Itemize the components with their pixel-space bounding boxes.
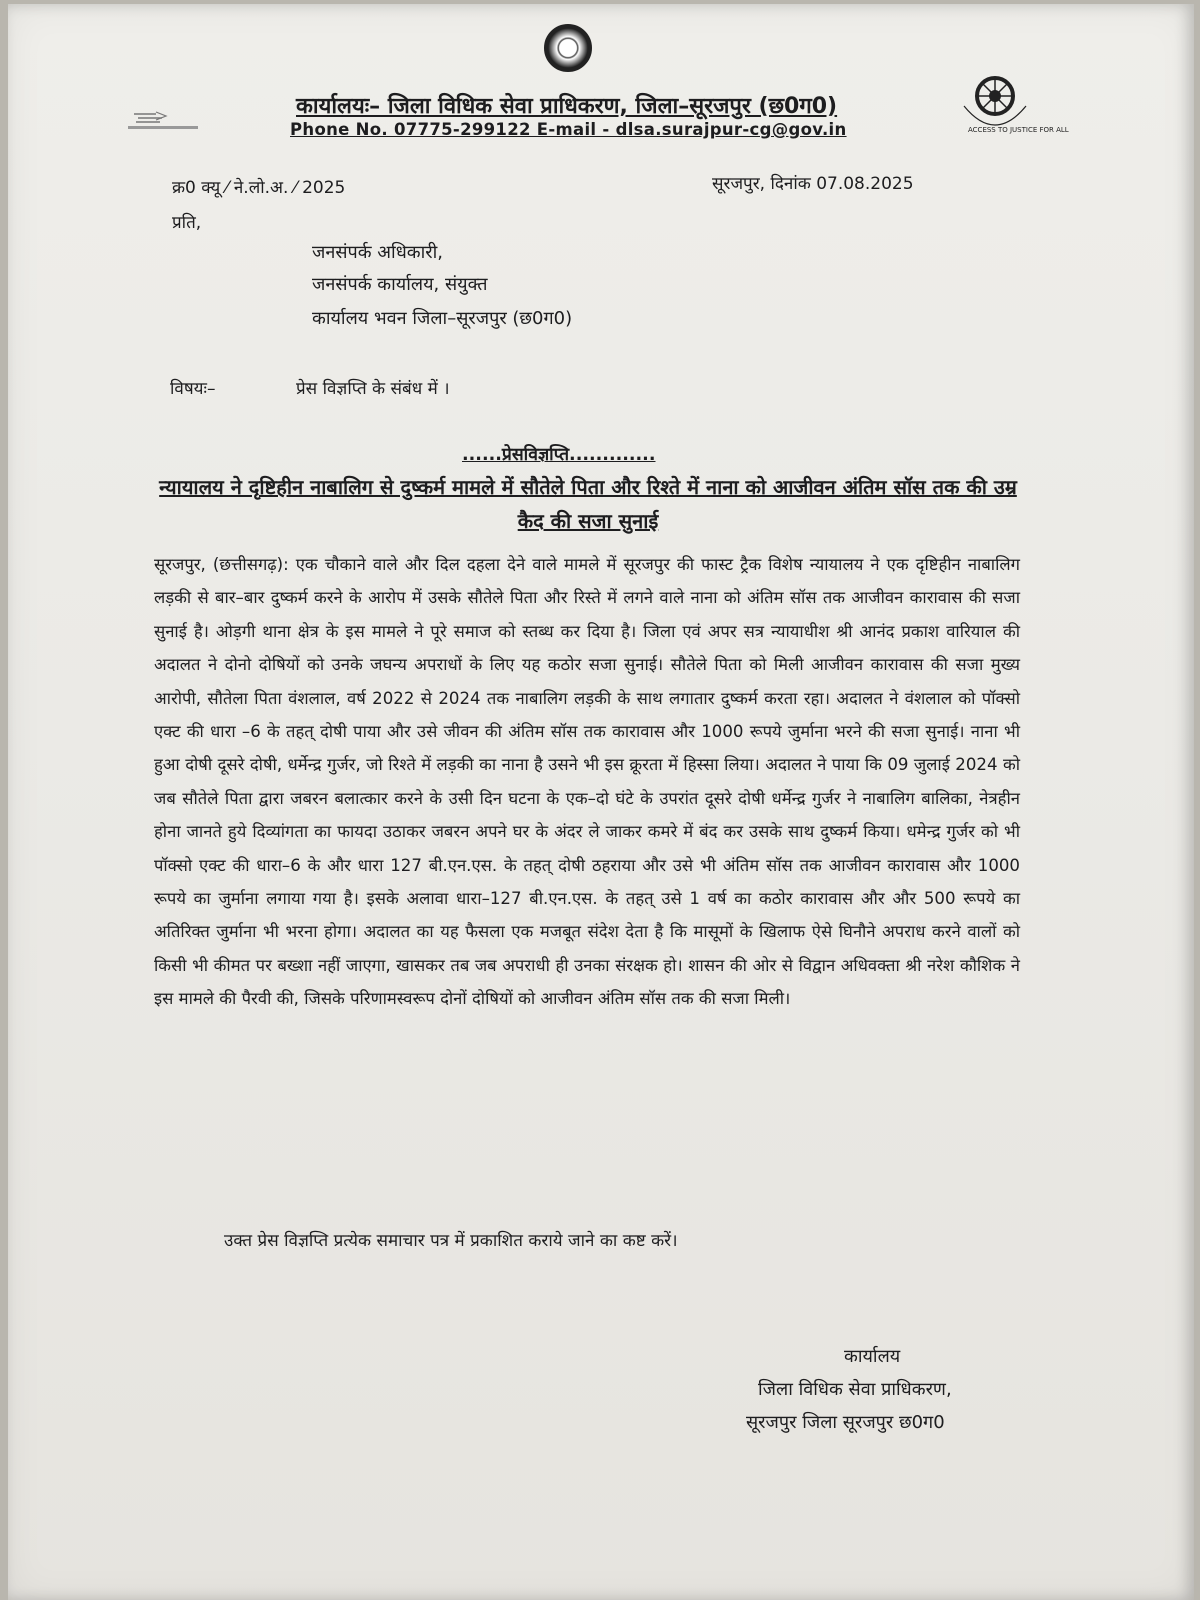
subject-label: विषयः– (170, 379, 216, 399)
recipient-line: कार्यालय भवन जिला–सूरजपुर (छ0ग0) (312, 308, 573, 329)
emblem-caption: ACCESS TO JUSTICE FOR ALL (968, 126, 1069, 134)
signature-line: कार्यालय (844, 1346, 901, 1367)
nalsa-logo-icon (126, 108, 204, 132)
signature-line: जिला विधिक सेवा प्राधिकरण, (758, 1379, 952, 1400)
office-contact: Phone No. 07775-299122 E-mail - dlsa.surajpur-cg@gov.in (290, 120, 847, 139)
press-release-label: ......प्रेसविज्ञप्ति............. (462, 445, 656, 465)
recipient-line: जनसंपर्क अधिकारी, (312, 242, 443, 263)
signature-line: सूरजपुर जिला सूरजपुर छ0ग0 (746, 1412, 945, 1433)
document-page (8, 4, 1194, 1600)
place-date: सूरजपुर, दिनांक 07.08.2025 (712, 174, 914, 194)
press-release-headline: न्यायालय ने दृष्टिहीन नाबालिग से दुष्कर्म मामले में सौतेले पिता और रिश्ते में नाना को आजीवन अंतिम सॉस तक की उम्र कैद की सजा सुनाई (159, 475, 1017, 533)
press-release-body: सूरजपुर, (छत्तीसगढ़): एक चौकाने वाले और दिल दहला देने वाले मामले में सूरजपुर की फास्ट ट्रैक विशेष न्यायालय ने एक दृष्टिहीन नाबालिग लड़की से बार–बार दुष्कर्म करने के आरोप में उसके सौतेले पिता और रिस्ते में लगने वाले नाना को अंतिम सॉस तक आजीवन कारावास की सजा सुनाई है। ओड़गी थाना क्षेत्र के इस मामले ने पूरे समाज को स्तब्ध कर दिया है। जिला एवं अपर सत्र न्यायाधीश श्री आनंद प्रकाश वारियाल की अदालत ने दोनो दोषियों को उनके जघन्य अपराधों के लिए यह कठोर सजा सुनाई। सौतेले पिता को मिली आजीवन कारावास की सजा मुख्य आरोपी, सौतेला पिता वंशलाल, वर्ष 2022 से 2024 तक नाबालिग लड़की के साथ लगातार दुष्कर्म करता रहा। अदालत ने वंशलाल को पॉक्सो एक्ट की धारा –6 के तहत् दोषी पाया और उसे जीवन की अंतिम सॉस तक कारावास और 1000 रूपये जुर्माना भरने की सजा सुनाई। नाना भी हुआ दोषी दूसरे दोषी, धर्मेन्द्र गुर्जर, जो रिश्ते में लड़की का नाना है उसने भी इस क्रूरता में हिस्सा लिया। अदालत ने पाया कि 09 जुलाई 2024 को जब सौतेले पिता द्वारा जबरन बलात्कार करने के उसी दिन घटना के एक–दो घंटे के उपरांत दूसरे दोषी धर्मेन्द्र गुर्जर ने नाबालिग बालिका, नेत्रहीन होना जानते हुये दिव्यांगता का फायदा उठाकर जबरन अपने घर के अंदर ले जाकर कमरे में बंद कर उसके साथ दुष्कर्म किया। धमेन्द्र गुर्जर को भी पॉक्सो एक्ट की धारा–6 के और धारा 127 बी.एन.एस. के तहत् दोषी ठहराया और उसे भी अंतिम सॉस तक आजीवन कारावास और 1000 रूपये का जुर्माना लगाया गया है। इसके अलावा धारा–127 बी.एन.एस. के तहत् उसे 1 वर्ष का कठोर कारावास और और 500 रूपये का अतिरिक्त जुर्माना भी भरना होगा। अदालत का यह फैसला एक मजबूत संदेश देता है कि मासूमों के खिलाफ ऐसे घिनौने अपराध करने वालों को किसी भी कीमत पर बख्शा नहीं जाएगा, खासकर तब जब अपराधी ही उनका संरक्षक हो। शासन की ओर से विद्वान अधिवक्ता श्री नरेश कौशिक ने इस मामले की पैरवी की, जिसके परिणामस्वरूप दोनों दोषियों को आजीवन अंतिम सॉस तक की सजा मिली। (154, 555, 1020, 1009)
recipient-line: जनसंपर्क कार्यालय, संयुक्त (312, 274, 488, 295)
access-to-justice-emblem-icon (956, 62, 1069, 140)
reference-number: क्र0 क्यू ⁄ ने.लो.अ. ⁄ 2025 (172, 178, 346, 198)
salutation: प्रति, (172, 213, 202, 233)
closing-request: उक्त प्रेस विज्ञप्ति प्रत्येक समाचार पत्र में प्रकाशित कराये जाने का कष्ट करें। (224, 1231, 678, 1251)
dlsa-emblem-icon (544, 24, 592, 72)
office-title: कार्यालयः– जिला विधिक सेवा प्राधिकरण, जिला–सूरजपुर (छ0ग0) (296, 94, 838, 119)
subject-text: प्रेस विज्ञप्ति के संबंध में । (296, 379, 450, 399)
